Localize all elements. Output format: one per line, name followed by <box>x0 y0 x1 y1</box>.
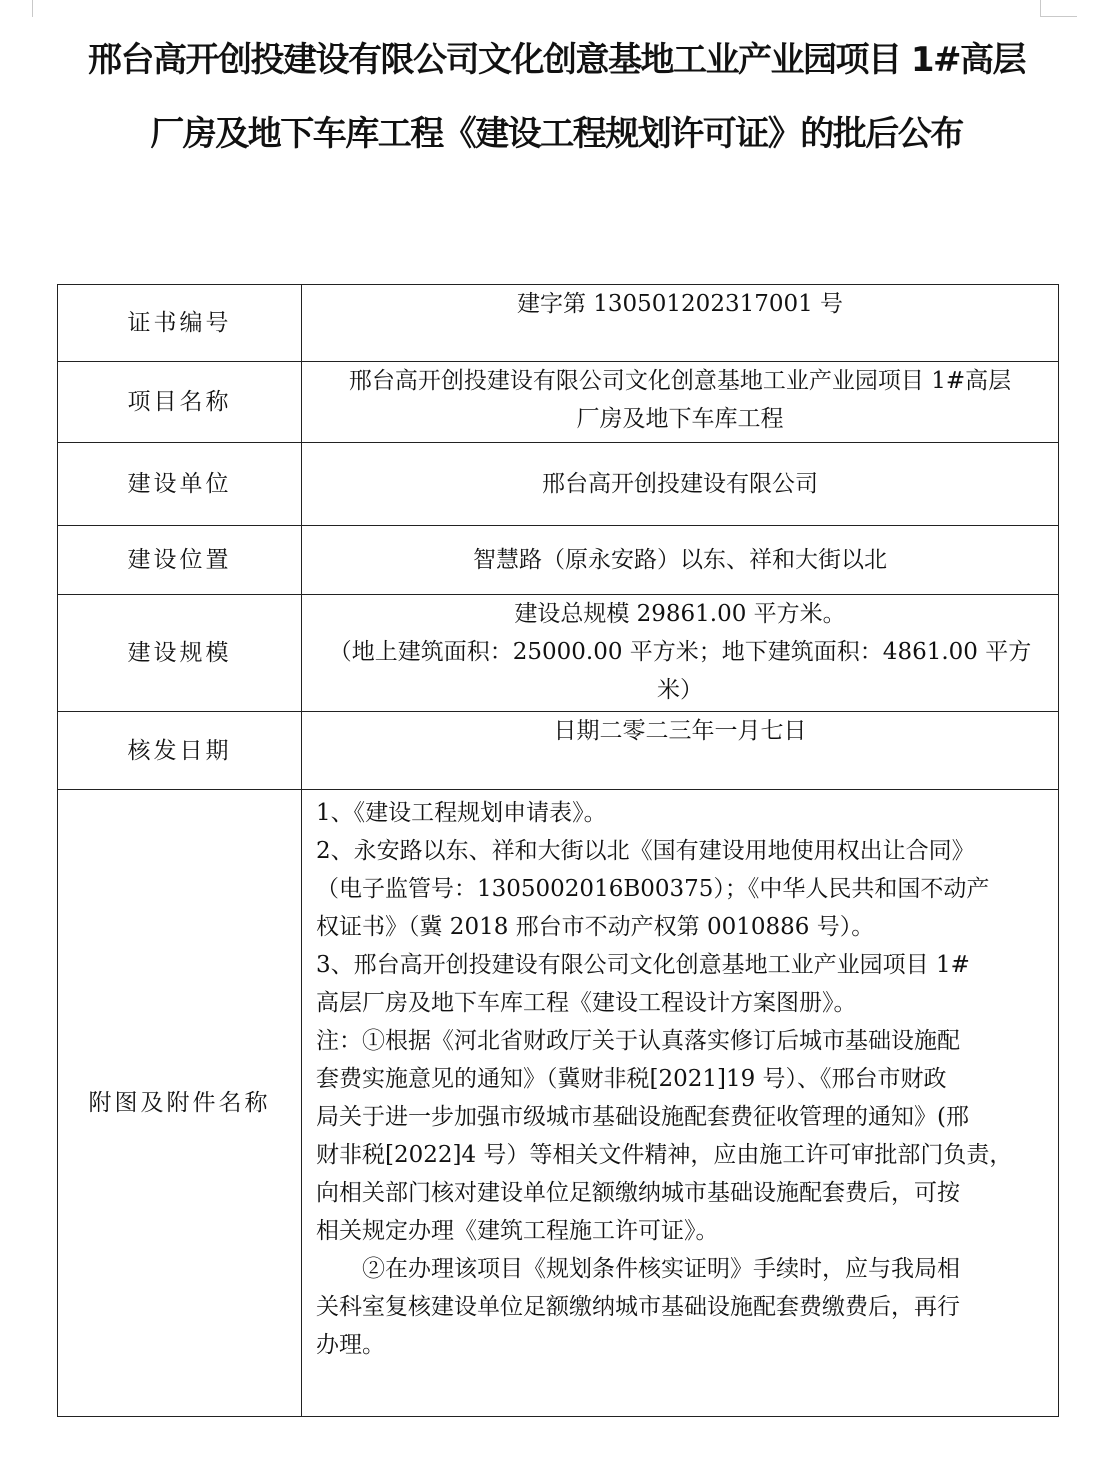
attachment-note-line: 向相关部门核对建设单位足额缴纳城市基础设施配套费后，可按 <box>316 1180 960 1206</box>
document-title-line-1: 邢台高开创投建设有限公司文化创意基地工业产业园项目 1#高层 <box>88 40 1025 80</box>
builder-value: 邢台高开创投建设有限公司 <box>302 443 1059 526</box>
attachment-line: 高层厂房及地下车库工程《建设工程设计方案图册》。 <box>316 990 857 1016</box>
location-label: 建设位置 <box>58 526 302 595</box>
project-name-value-line-2: 厂房及地下车库工程 <box>576 406 784 432</box>
document-title-line-2: 厂房及地下车库工程《建设工程规划许可证》的批后公布 <box>150 114 963 154</box>
table-row-project-name <box>58 362 1059 443</box>
table-row-scale <box>58 595 1059 712</box>
builder-label: 建设单位 <box>58 443 302 526</box>
scale-value-line-1: 建设总规模 29861.00 平方米。 <box>514 601 846 627</box>
attachment-line: 权证书》（冀 2018 邢台市不动产权第 0010886 号）。 <box>316 914 875 940</box>
attachment-note-line: 相关规定办理《建筑工程施工许可证》。 <box>316 1218 719 1244</box>
attachments-value <box>302 790 1059 1417</box>
page-corner-mark-right <box>1040 0 1077 17</box>
attachment-note-line: 关科室复核建设单位足额缴纳城市基础设施配套费缴费后，再行 <box>316 1294 960 1320</box>
certificate-no-value: 建字第 130501202317001 号 <box>302 285 1059 362</box>
attachment-note-line: 注：①根据《河北省财政厅关于认真落实修订后城市基础设施配 <box>316 1028 960 1054</box>
certificate-no-label: 证书编号 <box>58 285 302 362</box>
page-corner-mark-left <box>32 0 33 17</box>
attachment-line: （电子监管号：1305002016B00375）；《中华人民共和国不动产 <box>316 876 990 902</box>
table-row-certificate-no <box>58 285 1059 362</box>
scale-value <box>302 595 1059 712</box>
attachment-note-line: ②在办理该项目《规划条件核实证明》手续时，应与我局相 <box>362 1256 960 1282</box>
project-name-value <box>302 362 1059 443</box>
scale-label: 建设规模 <box>58 595 302 712</box>
attachment-note-line: 套费实施意见的通知》（冀财非税[2021]19 号）、《邢台市财政 <box>316 1066 947 1092</box>
table-row-attachments <box>58 790 1059 1417</box>
scale-value-line-2: （地上建筑面积：25000.00 平方米；地下建筑面积：4861.00 平方 <box>328 639 1032 665</box>
attachment-note-line: 局关于进一步加强市级城市基础设施配套费征收管理的通知》(邢 <box>316 1104 969 1130</box>
issue-date-label: 核发日期 <box>58 712 302 790</box>
location-value: 智慧路（原永安路）以东、祥和大街以北 <box>302 526 1059 595</box>
project-name-label: 项目名称 <box>58 362 302 443</box>
attachment-note-line: 办理。 <box>316 1332 385 1358</box>
attachment-line: 1、《建设工程规划申请表》。 <box>316 800 607 826</box>
attachment-line: 2、永安路以东、祥和大街以北《国有建设用地使用权出让合同》 <box>316 838 975 864</box>
permit-info-table <box>57 284 1059 1417</box>
table-row-issue-date <box>58 712 1059 790</box>
attachments-label: 附图及附件名称 <box>58 790 302 1417</box>
project-name-value-line-1: 邢台高开创投建设有限公司文化创意基地工业产业园项目 1#高层 <box>348 368 1012 394</box>
table-row-location <box>58 526 1059 595</box>
table-row-builder <box>58 443 1059 526</box>
attachment-note-line: 财非税[2022]4 号）等相关文件精神，应由施工许可审批部门负责， <box>316 1142 1013 1168</box>
scale-value-line-3: 米） <box>657 677 703 703</box>
attachment-line: 3、邢台高开创投建设有限公司文化创意基地工业产业园项目 1# <box>316 952 970 978</box>
issue-date-value: 日期二零二三年一月七日 <box>302 712 1059 790</box>
